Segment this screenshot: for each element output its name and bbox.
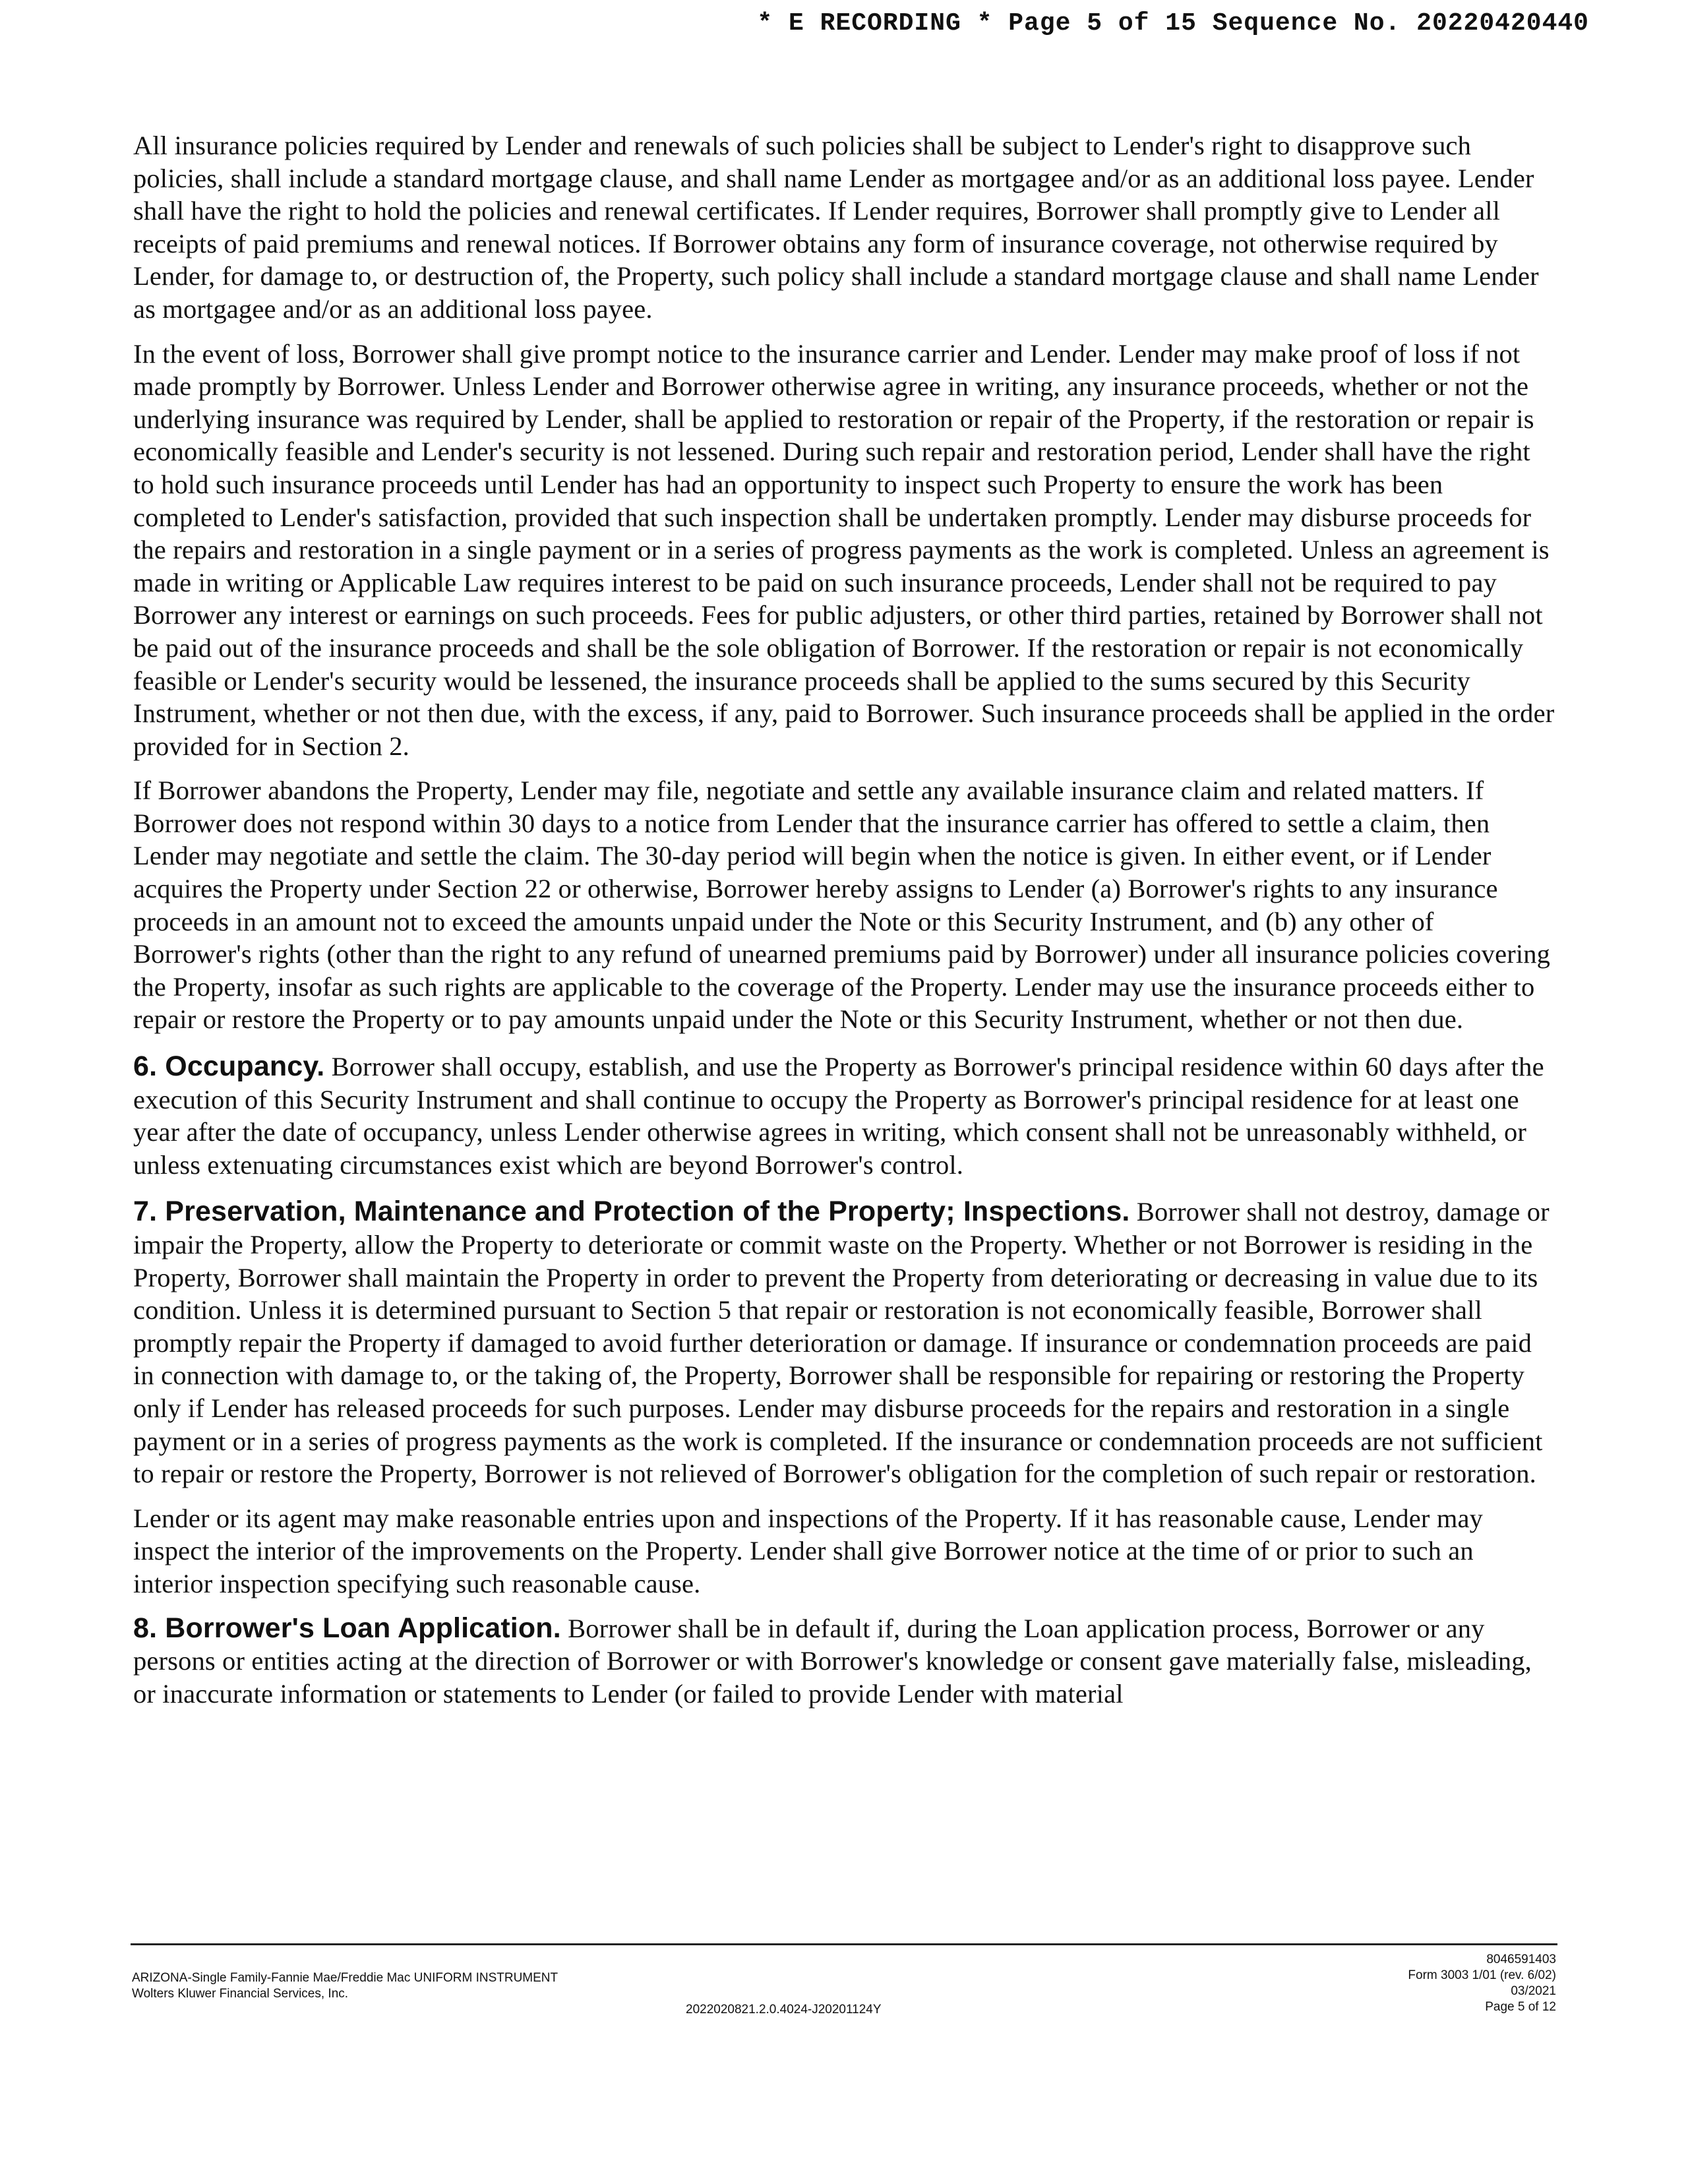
section-8-heading: 8. Borrower's Loan Application. <box>133 1612 561 1644</box>
section-7-preservation <box>133 1196 1557 1490</box>
footer-right <box>1408 1952 1556 2015</box>
form-number: Form 3003 1/01 (rev. 6/02) <box>1408 1968 1556 1982</box>
document-body <box>133 129 1557 1724</box>
section-6-occupancy <box>133 1050 1557 1181</box>
section-6-text: Borrower shall occupy, establish, and use the Property as Borrower's principal residence within 60 days after the execution of this Security Instrument and shall continue to occupy the Property as Borrower's principal residence for at least one year after the date of occupancy, unless Lender otherwise agrees in writing, which consent shall not be unreasonably withheld, or unless extenuating circumstances exist which are beyond Borrower's control. <box>133 1052 1544 1180</box>
footer-left <box>132 1970 558 2002</box>
section-8-text: Borrower shall be in default if, during the Loan application process, Borrower or any persons or entities acting at the direction of Borrower or with Borrower's knowledge or consent gave materially false, misleading, or inaccurate information or statements to Lender (or failed to provide Lender with material <box>133 1613 1532 1709</box>
page-number: Page 5 of 12 <box>1485 2000 1556 2014</box>
paragraph-insurance-policies: All insurance policies required by Lender and renewals of such policies shall be subject to Lender's right to disapprove such policies, shall include a standard mortgage clause, and shall name Lender as mortgagee and/or as an additional loss payee. Lender shall have the right to hold the policies and renewal certificates. If Lender requires, Borrower shall promptly give to Lender all receipts of paid premiums and renewal notices. If Borrower obtains any form of insurance coverage, not otherwise required by Lender, for damage to, or destruction of, the Property, such policy shall include a standard mortgage clause and shall name Lender as mortgagee and/or as an additional loss payee. <box>133 131 1539 324</box>
form-title: ARIZONA-Single Family-Fannie Mae/Freddie Mac UNIFORM INSTRUMENT <box>132 1971 558 1985</box>
paragraph-event-of-loss: In the event of loss, Borrower shall give prompt notice to the insurance carrier and Lender. Lender may make proof of loss if not made promptly by Borrower. Unless Lender and Borrower otherwise agree in writing, any insurance proceeds, whether or not the underlying insurance was required by Lender, shall be applied to restoration or repair of the Property, if the restoration or repair is economically feasible and Lender's security is not lessened. During such repair and restoration period, Lender shall have the right to hold such insurance proceeds until Lender has had an opportunity to inspect such Property to ensure the work has been completed to Lender's satisfaction, provided that such inspection shall be undertaken promptly. Lender may disburse proceeds for the repairs and restoration in a single payment or in a series of progress payments as the work is completed. Unless an agreement is made in writing or Applicable Law requires interest to be paid on such insurance proceeds, Lender shall not be required to pay Borrower any interest or earnings on such proceeds. Fees for public adjusters, or other third parties, retained by Borrower shall not be paid out of the insurance proceeds and shall be the sole obligation of Borrower. If the restoration or repair is not economically feasible or Lender's security would be lessened, the insurance proceeds shall be applied to the sums secured by this Security Instrument, whether or not then due, with the excess, if any, paid to Borrower. Such insurance proceeds shall be applied in the order provided for in Section 2. <box>133 338 1555 761</box>
section-7-text: Borrower shall not destroy, damage or impair the Property, allow the Property to deteriorate or commit waste on the Property. Whether or not Borrower is residing in the Property, Borrower shall maintain the Property in order to prevent the Property from deteriorating or decreasing in value due to its condition. Unless it is determined pursuant to Section 5 that repair or restoration is not economically feasible, Borrower shall promptly repair the Property if damaged to avoid further deterioration or damage. If insurance or condemnation proceeds are paid in connection with damage to, or the taking of, the Property, Borrower shall be responsible for repairing or restoring the Property only if Lender has released proceeds for such purposes. Lender may disburse proceeds for the repairs and restoration in a single payment or in a series of progress payments as the work is completed. If the insurance or condemnation proceeds are not sufficient to repair or restore the Property, Borrower is not relieved of Borrower's obligation for the completion of such repair or restoration. <box>133 1197 1550 1489</box>
paragraph-abandonment: If Borrower abandons the Property, Lender may file, negotiate and settle any available insurance claim and related matters. If Borrower does not respond within 30 days to a notice from Lender that the insurance carrier has offered to settle a claim, then Lender may negotiate and settle the claim. The 30-day period will begin when the notice is given. In either event, or if Lender acquires the Property under Section 22 or otherwise, Borrower hereby assigns to Lender (a) Borrower's rights to any insurance proceeds in an amount not to exceed the amounts unpaid under the Note or this Security Instrument, and (b) any other of Borrower's rights (other than the right to any refund of unearned premiums paid by Borrower) under all insurance policies covering the Property, insofar as such rights are applicable to the coverage of the Property. Lender may use the insurance proceeds either to repair or restore the Property or to pay amounts unpaid under the Note or this Security Instrument, whether or not then due. <box>133 775 1551 1035</box>
document-code: 2022020821.2.0.4024-J20201124Y <box>686 2003 882 2017</box>
recording-header: * E RECORDING * Page 5 of 15 Sequence No. 20220420440 <box>757 9 1589 38</box>
section-7-heading: 7. Preservation, Maintenance and Protection of the Property; Inspections. <box>133 1196 1130 1228</box>
loan-number: 8046591403 <box>1486 1953 1556 1966</box>
paragraph-inspections: Lender or its agent may make reasonable entries upon and inspections of the Property. If it has reasonable cause, Lender may inspect the interior of the improvements on the Property. Lender shall give Borrower notice at the time of or prior to such an interior inspection specifying such reasonable cause. <box>133 1503 1484 1598</box>
section-8-loan-application <box>133 1612 1557 1711</box>
section-6-heading: 6. Occupancy. <box>133 1050 325 1083</box>
publisher: Wolters Kluwer Financial Services, Inc. <box>132 1987 349 2001</box>
footer-divider <box>131 1943 1557 1945</box>
form-date: 03/2021 <box>1511 1984 1556 1998</box>
